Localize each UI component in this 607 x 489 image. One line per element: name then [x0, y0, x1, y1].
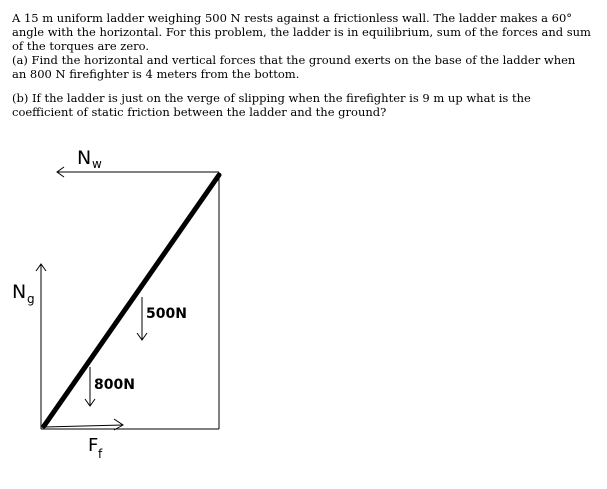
- ground-normal-arrow: [36, 264, 46, 429]
- friction-label: [88, 435, 103, 461]
- wall-normal-label: [77, 147, 102, 171]
- ladder-weight-label: 500N: [146, 306, 187, 322]
- svg-text:F: F: [88, 435, 99, 456]
- problem-part-b: (b) If the ladder is just on the verge of slipping when the firefighter is 9 m up what is the coefficient of static friction between the ladder and the ground?: [12, 91, 531, 119]
- problem-intro: A 15 m uniform ladder weighing 500 N rests against a frictionless wall. The ladder makes a 60° angle with the horizontal. For this problem, the ladder is in equilibrium, sum of the forces and sum of the torques are zero.: [12, 11, 591, 53]
- friction-arrow: [44, 419, 123, 430]
- problem-part-a: (a) Find the horizontal and vertical forces that the ground exerts on the base of the ladder when an 800 N firefighter is 4 meters from the bottom.: [12, 53, 576, 81]
- svg-text:g: g: [27, 292, 35, 306]
- svg-text:f: f: [98, 447, 103, 461]
- svg-text:w: w: [92, 157, 102, 171]
- svg-text:N: N: [77, 147, 92, 169]
- ground-normal-label: [12, 281, 35, 306]
- svg-text:N: N: [12, 281, 27, 303]
- firefighter-weight-label: 800N: [94, 377, 135, 393]
